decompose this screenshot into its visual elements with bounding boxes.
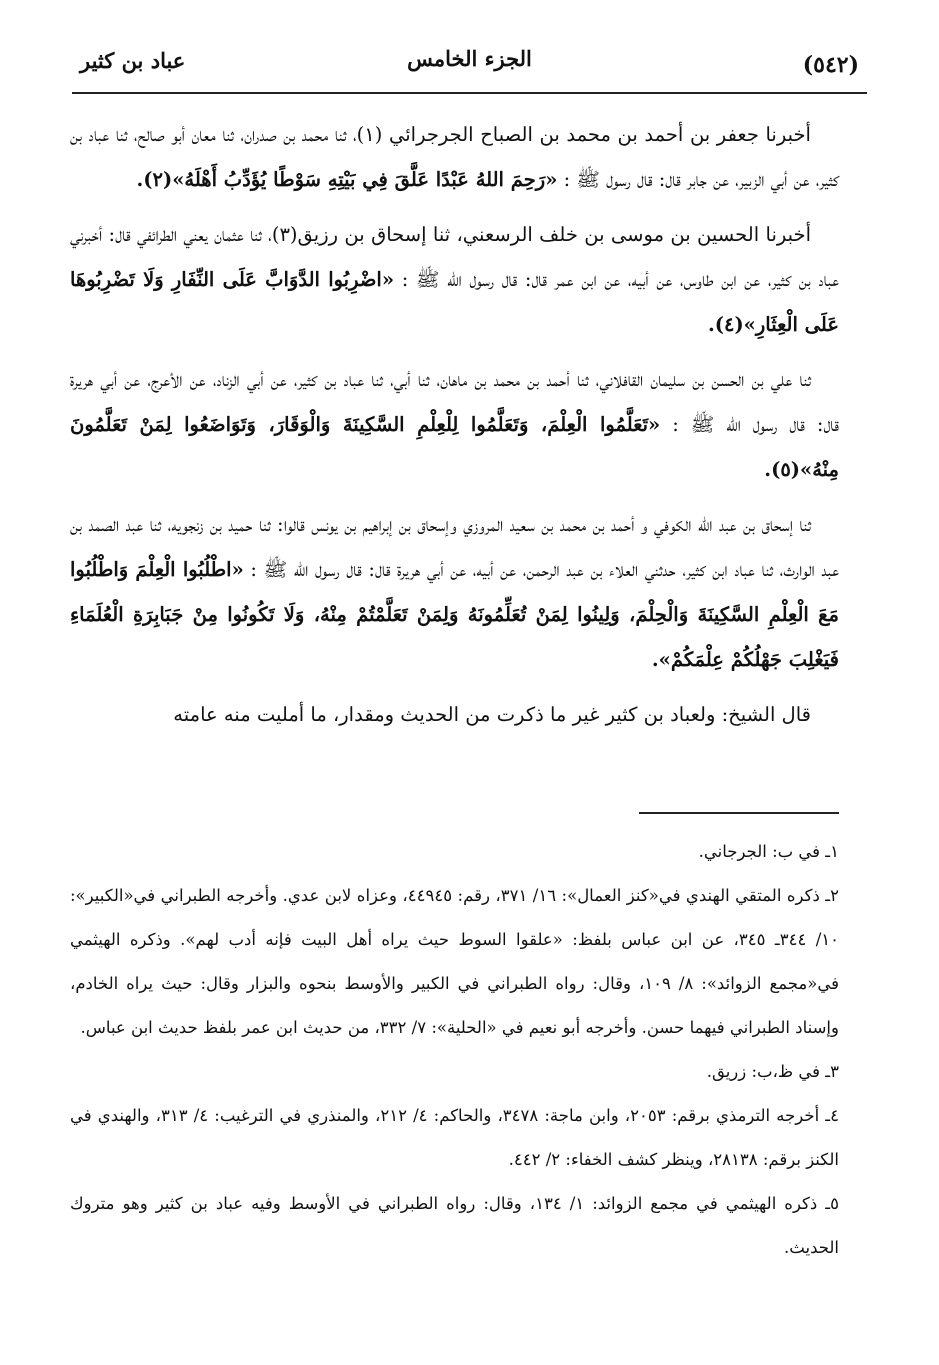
footnote-5: ٥ـ ذكره الهيثمي في مجمع الزوائد: ١/ ١٣٤، وقال: رواه الطبراني في الأوسط وفيه عباد بن كثير وهو متروك الحديث. (70, 1194, 839, 1257)
paragraph-1 (70, 112, 839, 202)
paragraph-1-isnad: أخبرنا جعفر بن أحمد بن محمد بن الصباح الجرجرائي (١)، ثنا محمد بن صدران، ثنا معان أبو صالح، ثنا عباد بن كثير، عن أبي الزبير، عن جابر قال: قال رسول ﷺ : (70, 123, 839, 191)
footnote-2: ٢ـ ذكره المتقي الهندي في«كنز العمال»: ١٦/ ٣٧١، رقم: ٤٤٩٤٥، وعزاه لابن عدي. وأخرجه الطبراني في«الكبير»: ١٠/ ٣٤٤ـ ٣٤٥، عن ابن عباس بلفظ: «علقوا السوط حيث يراه أهل البيت فإنه أدب لهم». وذكره الهيثمي في«مجمع الزوائد»: ٨/ ١٠٩، وقال: رواه الطبراني في الكبير والأوسط بنحوه والبزار وقال: حيث يراه الخادم، وإسناد الطبراني فيهما حسن. وأخرجه أبو نعيم في «الحلية»: ٧/ ٣٣٢، من حديث ابن عمر بلفظ حديث ابن عباس. (70, 886, 839, 1037)
paragraph-5 (70, 692, 839, 737)
paragraph-3 (70, 357, 839, 492)
footnote-3: ٣ـ في ظ،ب: زريق. (706, 1062, 839, 1081)
paragraph-4-isnad: ثنا إسحاق بن عبد الله الكوفي و أحمد بن محمد بن سعيد المروزي وإسحاق بن إبراهيم بن يونس قالوا: ثنا حميد بن زنجويه، ثنا عبد الصمد بن عبد الوارث، ثنا عباد ابن كثير، حدثني العلاء بن عبد الرحمن، عن أبيه، عن أبي هريرة قال: قال رسول الله ﷺ : (70, 513, 839, 581)
paragraph-3-hadith: «تَعَلَّمُوا الْعِلْمَ، وَتَعَلَّمُوا لِلْعِلْمِ السَّكِينَةَ وَالْوَقَارَ، وَتَوَاضَعُوا لِمَنْ تَعَلَّمُونَ مِنْهُ»(٥). (70, 413, 839, 481)
paragraph-3-isnad: ثنا علي بن الحسن بن سليمان القافلاني، ثنا أحمد بن محمد بن ماهان، ثنا أبي، ثنا عباد بن كثير، عن أبي الزناد، عن الأعرج، عن أبي هريرة قال: قال رسول الله ﷺ : (70, 368, 839, 436)
paragraph-1-hadith: «رَحِمَ اللهُ عَبْدًا عَلَّقَ فِي بَيْتِهِ سَوْطًا يُؤَدِّبُ أَهْلَهُ»(٢). (136, 168, 558, 191)
section-title: عباد بن كثير (80, 48, 186, 73)
paragraph-2 (70, 212, 839, 347)
footnote-divider (639, 812, 839, 814)
paragraph-2-hadith: «اضْرِبُوا الدَّوَابَّ عَلَى النِّفَارِ وَلَا تَضْرِبُوهَا عَلَى الْعِثَارِ»(٤). (70, 268, 839, 336)
paragraph-4-hadith: «اطْلُبُوا الْعِلْمَ وَاطْلُبُوا مَعَ الْعِلْمِ السَّكِينَةَ وَالْحِلْمَ، وَلِينُوا لِمَنْ تُعَلِّمُونَهُ وَلِمَنْ تَعَلَّمْتُمْ مِنْهُ، وَلَا تَكُونُوا مِنْ جَبَابِرَةِ الْعُلَمَاءِ فَيَغْلِبَ جَهْلُكُمْ عِلْمَكُمْ». (70, 558, 839, 671)
page-header (72, 42, 867, 94)
footnotes (70, 830, 839, 1270)
paragraph-5-text: قال الشيخ: ولعباد بن كثير غير ما ذكرت من الحديث ومقدار، ما أمليت منه عامته (173, 703, 811, 726)
footnote-1: ١ـ في ب: الجرجاني. (698, 842, 839, 861)
main-text (70, 112, 839, 747)
paragraph-2-isnad: أخبرنا الحسين بن موسى بن خلف الرسعني، ثنا إسحاق بن رزيق(٣)، ثنا عثمان يعني الطرائفي قال: أخبرني عباد بن كثير، عن ابن طاوس، عن أبيه، عن ابن عمر قال: قال رسول الله ﷺ : (70, 223, 840, 291)
footnote-4: ٤ـ أخرجه الترمذي برقم: ٢٠٥٣، وابن ماجة: ٣٤٧٨، والحاكم: ٤/ ٢١٢، والمنذري في الترغيب: ٤/ ٣١٣، والهندي في الكنز برقم: ٢٨١٣٨، وينظر كشف الخفاء: ٢/ ٤٤٢. (70, 1106, 839, 1169)
part-title: الجزء الخامس (407, 46, 532, 71)
page-number: (٥٤٢) (802, 52, 859, 78)
paragraph-4 (70, 502, 839, 682)
